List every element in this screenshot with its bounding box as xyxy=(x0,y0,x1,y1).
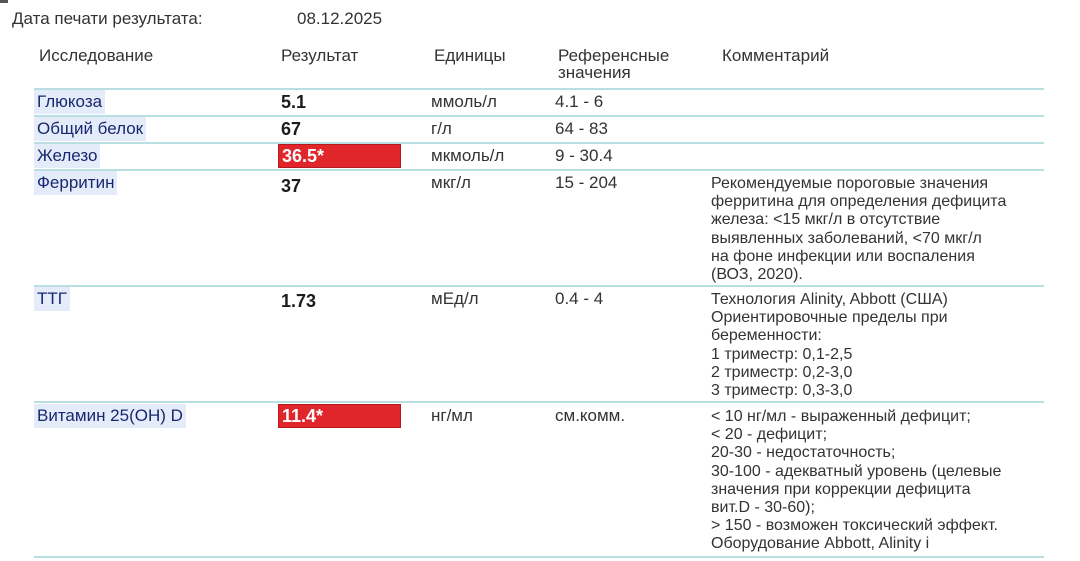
row-divider xyxy=(34,285,1044,287)
header-study: Исследование xyxy=(39,46,154,65)
comment-line: на фоне инфекции или воспаления xyxy=(711,247,975,265)
result-value: 37 xyxy=(281,176,302,196)
units-value: мЕд/л xyxy=(431,289,479,308)
header-comment: Комментарий xyxy=(722,46,830,65)
units-value: ммоль/л xyxy=(431,92,497,111)
result-value: 1.73 xyxy=(281,291,317,311)
row-divider xyxy=(34,115,1044,117)
print-date-label: Дата печати результата: xyxy=(12,9,203,28)
reference-value: см.комм. xyxy=(555,406,626,425)
units-value: г/л xyxy=(431,119,452,138)
header-result: Результат xyxy=(281,46,359,65)
comment-line: Оборудование Abbott, Alinity i xyxy=(711,535,930,553)
row-divider xyxy=(34,401,1044,403)
print-date-value: 08.12.2025 xyxy=(297,9,383,28)
comment-line: Технология Alinity, Abbott (США) xyxy=(711,291,948,308)
comment-line: < 20 - дефицит; xyxy=(711,426,828,444)
row-divider xyxy=(34,169,1044,171)
comment-line: Ориентировочные пределы при xyxy=(711,309,948,327)
comment-text xyxy=(711,408,1056,554)
header-reference xyxy=(558,47,698,81)
comment-line: 1 триместр: 0,1-2,5 xyxy=(711,345,853,363)
units-value: нг/мл xyxy=(431,406,473,425)
test-name: Железо xyxy=(34,144,100,168)
units-value: мкмоль/л xyxy=(431,146,505,165)
test-name: Общий белок xyxy=(34,117,146,141)
comment-line: ферритина для определения дефицита xyxy=(711,193,1007,211)
comment-text xyxy=(711,291,1056,400)
reference-value: 9 - 30.4 xyxy=(555,146,613,165)
comment-line: железа: <15 мкг/л в отсутствие xyxy=(711,211,941,229)
units-value: мкг/л xyxy=(431,173,471,192)
row-divider xyxy=(34,88,1044,90)
test-name: Витамин 25(OH) D xyxy=(34,404,186,428)
reference-value: 0.4 - 4 xyxy=(555,289,604,308)
reference-value: 64 - 83 xyxy=(555,119,608,138)
reference-value: 15 - 204 xyxy=(555,173,618,192)
comment-line: 3 триместр: 0,3-3,0 xyxy=(711,382,853,400)
result-value: 67 xyxy=(281,119,302,139)
test-name: Глюкоза xyxy=(34,90,105,114)
comment-line: > 150 - возможен токсический эффект. xyxy=(711,517,998,535)
result-value: 5.1 xyxy=(281,92,307,112)
comment-line: < 10 нг/мл - выраженный дефицит; xyxy=(711,408,971,425)
result-value-flagged: 36.5* xyxy=(278,144,401,168)
header-reference-line1: Референсные xyxy=(558,46,670,65)
test-name: Ферритин xyxy=(34,171,117,195)
comment-line: (ВОЗ, 2020). xyxy=(711,266,803,284)
test-name: ТТГ xyxy=(34,287,70,311)
row-divider xyxy=(34,556,1044,558)
result-value-flagged: 11.4* xyxy=(278,404,401,428)
comment-line: выявленных заболеваний, <70 мкг/л xyxy=(711,229,982,247)
comment-line: вит.D - 30-60); xyxy=(711,499,815,517)
comment-line: беременности: xyxy=(711,327,822,345)
comment-line: 30-100 - адекватный уровень (целевые xyxy=(711,462,1002,480)
header-units: Единицы xyxy=(434,46,506,65)
header-reference-line2: значения xyxy=(558,63,631,82)
comment-line: значения при коррекции дефицита xyxy=(711,480,971,498)
comment-line: Рекомендуемые пороговые значения xyxy=(711,175,989,192)
comment-text xyxy=(711,175,1056,284)
comment-line: 2 триместр: 0,2-3,0 xyxy=(711,363,853,381)
comment-line: 20-30 - недостаточность; xyxy=(711,444,896,462)
reference-value: 4.1 - 6 xyxy=(555,92,604,111)
top-edge-mark xyxy=(0,0,8,3)
row-divider xyxy=(34,142,1044,144)
